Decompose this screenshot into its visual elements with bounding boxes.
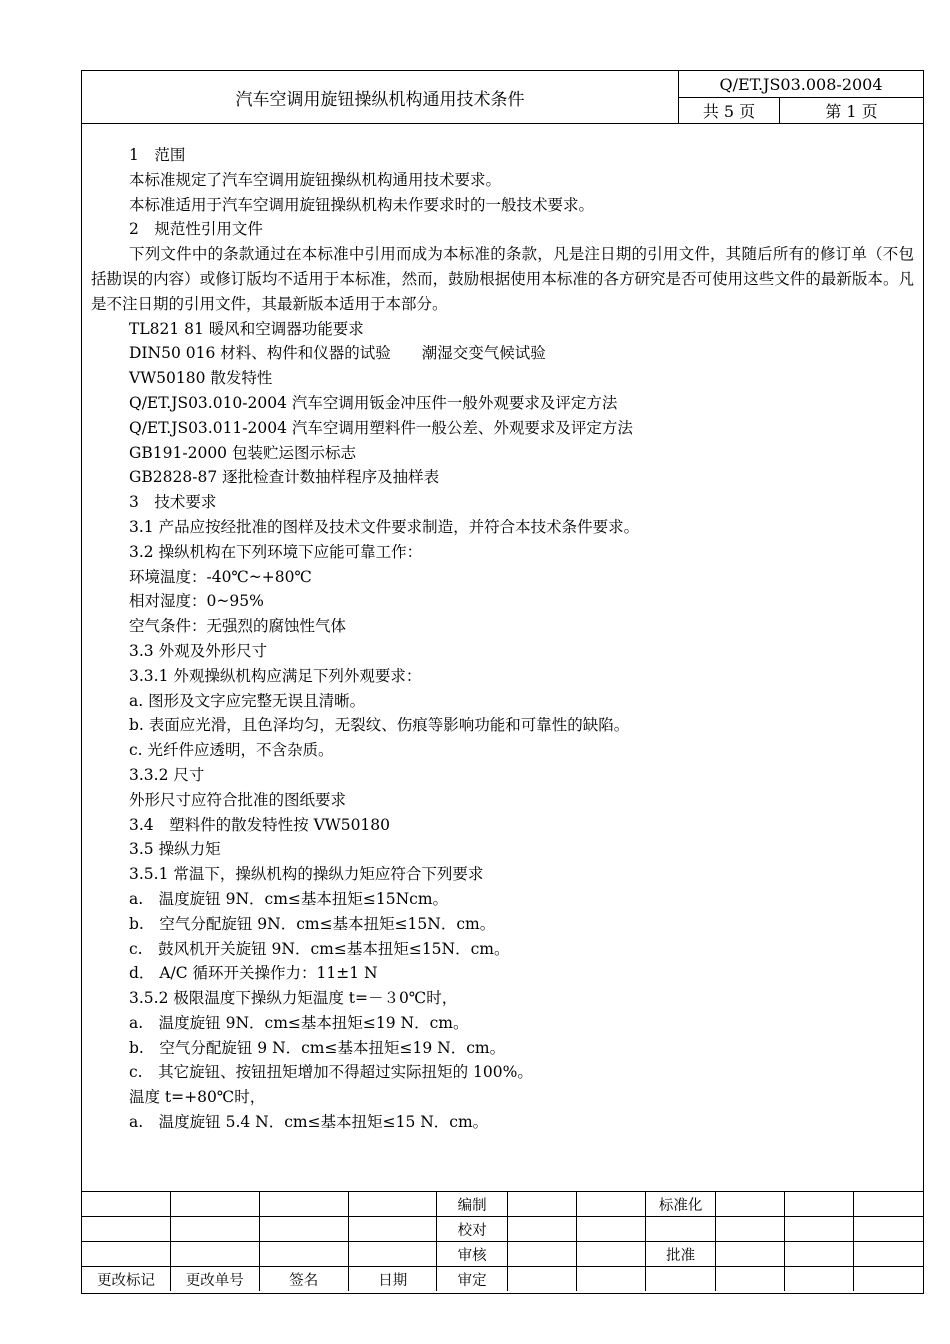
section-heading: 1 范围 (129, 146, 186, 164)
sign-cell (576, 1242, 645, 1267)
reference-item: GB2828-87 逐批检查计数抽样程序及抽样表 (129, 468, 440, 487)
signature-table (82, 1191, 923, 1291)
body-line: c. 鼓风机开关旋钮 9N．cm≤基本扭矩≤15N．cm。 (129, 939, 510, 958)
sign-cell (576, 1192, 645, 1217)
body-line: 3.3.2 尺寸 (129, 765, 205, 784)
col-date: 日期 (348, 1267, 437, 1292)
sign-cell (507, 1217, 576, 1242)
body-line: b. 空气分配旋钮 9N．cm≤基本扭矩≤15N．cm。 (129, 914, 496, 933)
sign-cell (259, 1192, 348, 1217)
sign-cell (716, 1242, 785, 1267)
body-line: d． A/C 循环开关操作力：11±1 N (129, 964, 378, 983)
sign-cell (170, 1242, 259, 1267)
document-header (82, 71, 923, 124)
body-line: 空气条件：无强烈的腐蚀性气体 (129, 617, 347, 636)
document-frame (81, 70, 924, 1294)
sign-cell (854, 1267, 923, 1292)
label-standardize: 标准化 (645, 1192, 715, 1217)
sign-cell (259, 1217, 348, 1242)
sign-cell (785, 1267, 854, 1292)
sign-cell (82, 1217, 170, 1242)
sign-cell (645, 1217, 715, 1242)
label-approve: 批准 (645, 1242, 715, 1267)
sign-cell (348, 1217, 437, 1242)
reference-item: GB191-2000 包装贮运图示标志 (129, 443, 356, 462)
reference-item: DIN50 016 材料、构件和仪器的试验 潮湿交变气候试验 (129, 344, 546, 363)
sign-cell (348, 1192, 437, 1217)
sign-cell (576, 1267, 645, 1292)
section-heading: 3 技术要求 (129, 493, 217, 512)
sign-cell (785, 1242, 854, 1267)
label-check: 校对 (437, 1217, 507, 1242)
body-line: 3.3.1 外观操纵机构应满足下列外观要求： (129, 666, 422, 685)
page-number: 第 1 页 (825, 102, 878, 121)
body-line: c. 光纤件应透明，不含杂质。 (129, 741, 334, 760)
body-line: 外形尺寸应符合批准的图纸要求 (129, 790, 347, 809)
total-pages: 共 5 页 (679, 98, 780, 123)
sign-cell (645, 1267, 715, 1292)
body-line: 3.4 塑料件的散发特性按 VW50180 (129, 815, 391, 834)
standard-code: Q/ET.JS03.008-2004 (679, 71, 923, 98)
sign-cell (716, 1192, 785, 1217)
body-line: 相对湿度：0~95% (129, 592, 264, 611)
body-line: a. 温度旋钮 9N．cm≤基本扭矩≤15Ncm。 (129, 889, 449, 908)
body-line: 3.2 操纵机构在下列环境下应能可靠工作： (129, 542, 423, 561)
sign-cell (785, 1217, 854, 1242)
sign-cell (854, 1192, 923, 1217)
reference-item: TL821 81 暖风和空调器功能要求 (129, 319, 364, 338)
sign-cell (507, 1267, 576, 1292)
body-line: 本标准适用于汽车空调用旋钮操纵机构未作要求时的一般技术要求。 (129, 195, 595, 214)
body-line: b. 表面应光滑，且色泽均匀，无裂纹、伤痕等影响功能和可靠性的缺陷。 (129, 716, 630, 735)
body-line: 3.5.2 极限温度下操纵力矩温度 t=－３0℃时， (129, 989, 458, 1008)
body-line: c. 其它旋钮、按钮扭矩增加不得超过实际扭矩的 100%。 (129, 1063, 533, 1082)
body-line: a. 图形及文字应完整无误且清晰。 (129, 691, 366, 710)
section-heading: 3.5 操纵力矩 (129, 840, 221, 859)
sign-cell (785, 1192, 854, 1217)
body-line: 3.1 产品应按经批准的图样及技术文件要求制造，并符合本技术条件要求。 (129, 517, 640, 536)
reference-item: VW50180 散发特性 (129, 369, 273, 388)
sign-cell (170, 1192, 259, 1217)
body-line: 温度 t=+80℃时， (129, 1088, 266, 1107)
section-heading: 2 规范性引用文件 (129, 220, 263, 239)
body-paragraph: 下列文件中的条款通过在本标准中引用而成为本标准的条款，凡是注日期的引用文件，其随后所有的修订单（不包括勘误的内容）或修订版均不适用于本标准，然而，鼓励根据使用本标准的各方研究是否可使用这些文件的最新版本。凡是不注日期的引用文件，其最新版本适用于本部分。 (91, 245, 914, 313)
sign-cell (854, 1242, 923, 1267)
label-approve-final: 审定 (437, 1267, 507, 1292)
body-line: 环境温度：-40℃~+80℃ (129, 567, 312, 586)
sign-cell (507, 1192, 576, 1217)
section-heading: 3.3 外观及外形尺寸 (129, 641, 268, 660)
reference-item: Q/ET.JS03.011-2004 汽车空调用塑料件一般公差、外观要求及评定方法 (129, 418, 633, 437)
body-line: b. 空气分配旋钮 9 N．cm≤基本扭矩≤19 N．cm。 (129, 1038, 506, 1057)
col-signature: 签名 (259, 1267, 348, 1292)
sign-cell (259, 1242, 348, 1267)
document-title: 汽车空调用旋钮操纵机构通用技术条件 (82, 71, 679, 123)
body-line: 3.5.1 常温下，操纵机构的操纵力矩应符合下列要求 (129, 865, 484, 884)
sign-cell (348, 1242, 437, 1267)
col-change-mark: 更改标记 (82, 1267, 170, 1292)
sign-cell (716, 1217, 785, 1242)
sign-cell (507, 1242, 576, 1267)
sign-cell (576, 1217, 645, 1242)
label-compile: 编制 (437, 1192, 507, 1217)
label-review: 审核 (437, 1242, 507, 1267)
body-line: a. 温度旋钮 5.4 N．cm≤基本扭矩≤15 N．cm。 (129, 1113, 489, 1132)
sign-cell (82, 1242, 170, 1267)
sign-cell (716, 1267, 785, 1292)
sign-cell (82, 1192, 170, 1217)
sign-cell (854, 1217, 923, 1242)
document-body (82, 143, 923, 1135)
body-line: 本标准规定了汽车空调用旋钮操纵机构通用技术要求。 (129, 170, 502, 189)
body-line: a. 温度旋钮 9N．cm≤基本扭矩≤19 N．cm。 (129, 1013, 469, 1032)
sign-cell (170, 1217, 259, 1242)
col-change-no: 更改单号 (170, 1267, 259, 1292)
reference-item: Q/ET.JS03.010-2004 汽车空调用钣金冲压件一般外观要求及评定方法 (129, 393, 618, 412)
